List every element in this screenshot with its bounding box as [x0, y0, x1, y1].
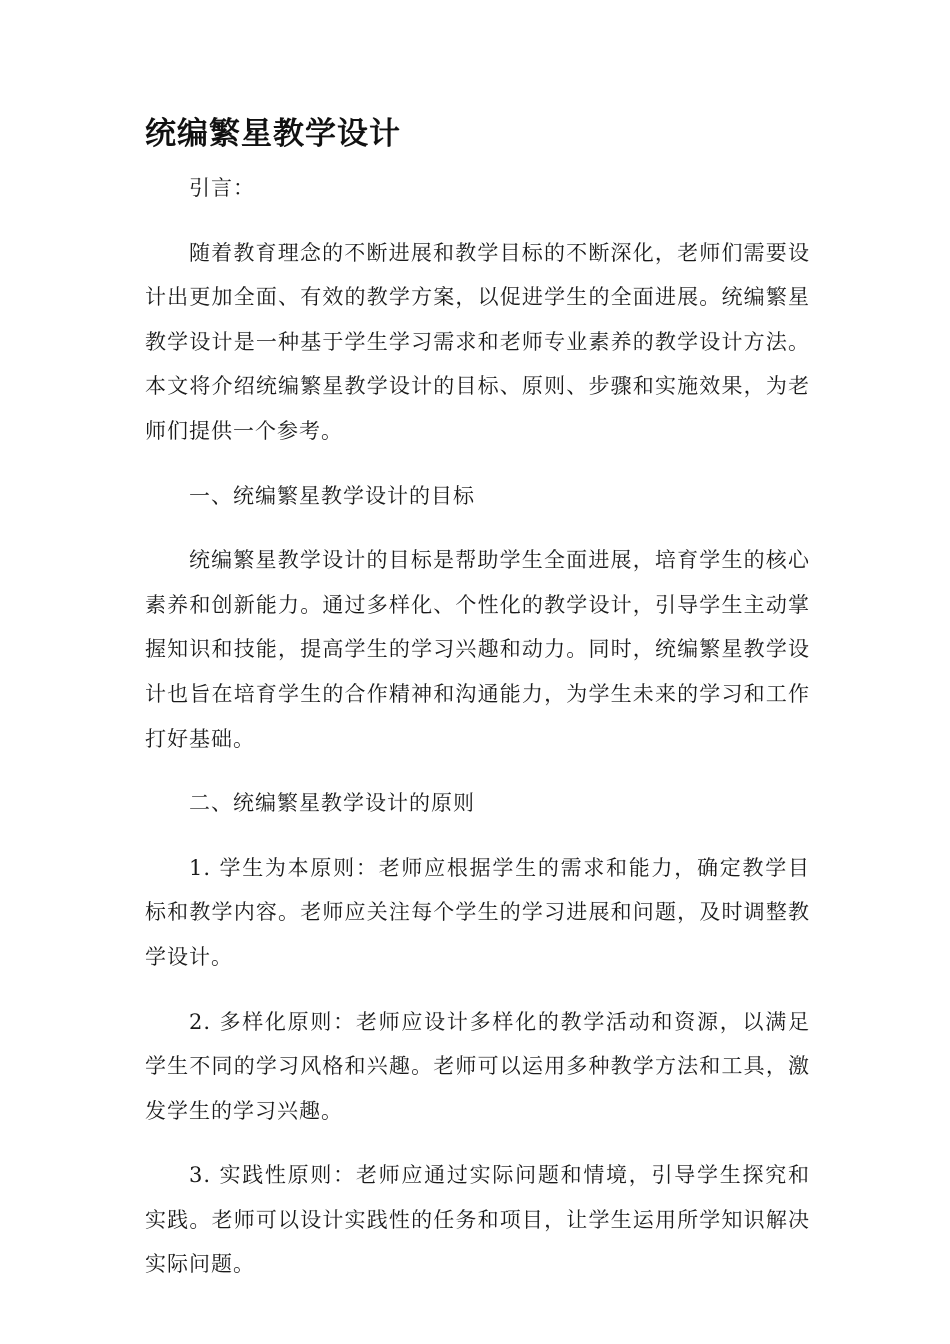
- document-body: [145, 166, 810, 1307]
- principle-item-3: 3. 实践性原则：老师应通过实际问题和情境，引导学生探究和实践。老师可以设计实践性的任务和项目，让学生运用所学知识解决实际问题。: [145, 1163, 810, 1277]
- principle-item-2: 2. 多样化原则：老师应设计多样化的教学活动和资源，以满足学生不同的学习风格和兴趣。老师可以运用多种教学方法和工具，激发学生的学习兴趣。: [145, 1009, 810, 1123]
- document-title: 统编繁星教学设计: [145, 116, 401, 152]
- intro-paragraph: 随着教育理念的不断进展和教学目标的不断深化，老师们需要设计出更加全面、有效的教学方案，以促进学生的全面进展。统编繁星教学设计是一种基于学生学习需求和老师专业素养的教学设计方法。本文将介绍统编繁星教学设计的目标、原则、步骤和实施效果，为老师们提供一个参考。: [145, 240, 810, 443]
- section-heading-principles: 二、统编繁星教学设计的原则: [189, 791, 475, 816]
- intro-label: 引言：: [189, 176, 255, 200]
- goals-paragraph: 统编繁星教学设计的目标是帮助学生全面进展，培育学生的核心素养和创新能力。通过多样化、个性化的教学设计，引导学生主动掌握知识和技能，提高学生的学习兴趣和动力。同时，统编繁星教学设计也旨在培育学生的合作精神和沟通能力，为学生未来的学习和工作打好基础。: [145, 548, 810, 751]
- section-heading-goals: 一、统编繁星教学设计的目标: [189, 483, 475, 508]
- principle-item-1: 1. 学生为本原则：老师应根据学生的需求和能力，确定教学目标和教学内容。老师应关注每个学生的学习进展和问题，及时调整教学设计。: [145, 855, 810, 969]
